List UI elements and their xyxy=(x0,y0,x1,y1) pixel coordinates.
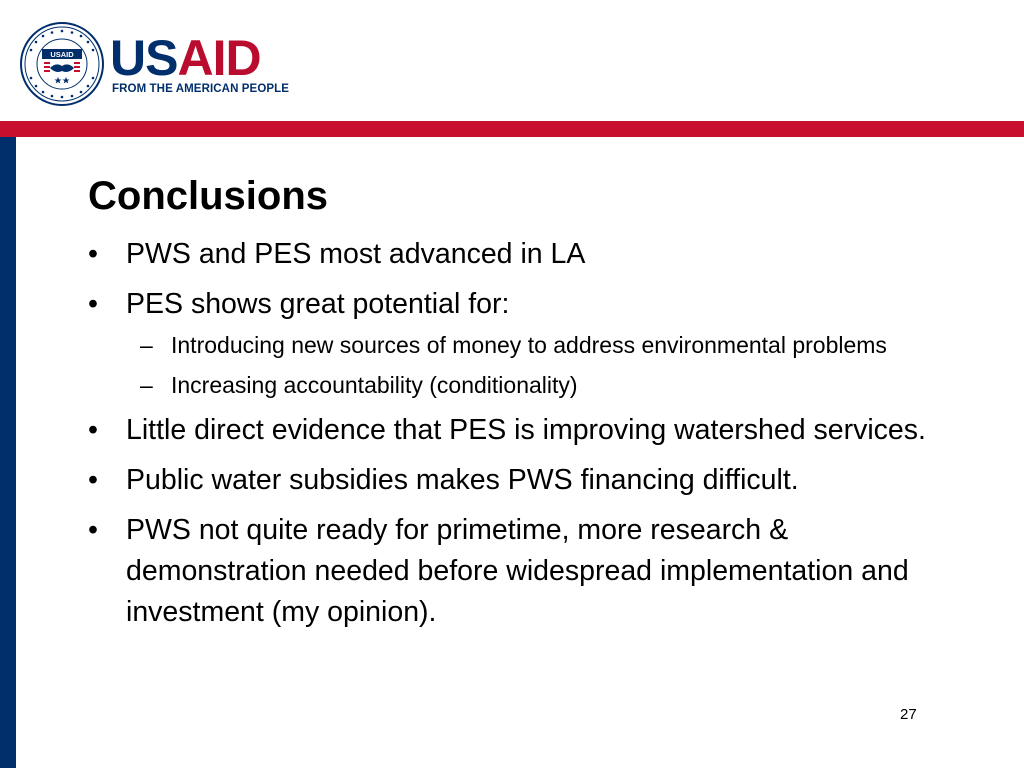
logo-tagline: FROM THE AMERICAN PEOPLE xyxy=(112,83,290,95)
bullet-text: PES shows great potential for: xyxy=(126,288,510,320)
bullet-list xyxy=(88,234,958,633)
list-item xyxy=(88,284,958,401)
bullet-text: PWS and PES most advanced in LA xyxy=(126,238,586,270)
bullet-mark: • xyxy=(88,288,98,320)
bullet-mark: • xyxy=(88,514,98,546)
sub-bullet-mark: – xyxy=(140,332,153,358)
page-number: 27 xyxy=(900,706,917,723)
list-item xyxy=(88,460,958,501)
bullet-mark: • xyxy=(88,238,98,270)
svg-text:USAID: USAID xyxy=(50,50,74,59)
slide-title: Conclusions xyxy=(88,174,329,218)
list-item xyxy=(88,510,958,633)
sub-bullet-text: Increasing accountability (conditionality) xyxy=(171,372,578,398)
wordmark-us: US xyxy=(110,30,178,86)
bullet-text: Little direct evidence that PES is improving watershed services. xyxy=(126,414,926,446)
header-red-bar xyxy=(0,121,1024,137)
list-item xyxy=(88,410,958,451)
sub-bullet-text: Introducing new sources of money to address environmental problems xyxy=(171,332,887,358)
list-item xyxy=(88,234,958,275)
bullet-mark: • xyxy=(88,414,98,446)
usaid-seal-icon xyxy=(20,22,104,106)
wordmark-aid: AID xyxy=(177,30,261,86)
usaid-wordmark xyxy=(110,30,261,86)
sub-list-item xyxy=(88,369,958,401)
sub-bullet-list xyxy=(126,329,958,401)
left-blue-bar xyxy=(0,137,16,768)
bullet-mark: • xyxy=(88,464,98,496)
bullet-text: PWS not quite ready for primetime, more research & demonstration needed before widespread implementation and investment (my opinion). xyxy=(126,514,909,628)
slide-content xyxy=(88,170,958,642)
bullet-text: Public water subsidies makes PWS financing difficult. xyxy=(126,464,799,496)
sub-list-item xyxy=(88,329,958,361)
header xyxy=(0,0,1024,120)
sub-bullet-mark: – xyxy=(140,372,153,398)
